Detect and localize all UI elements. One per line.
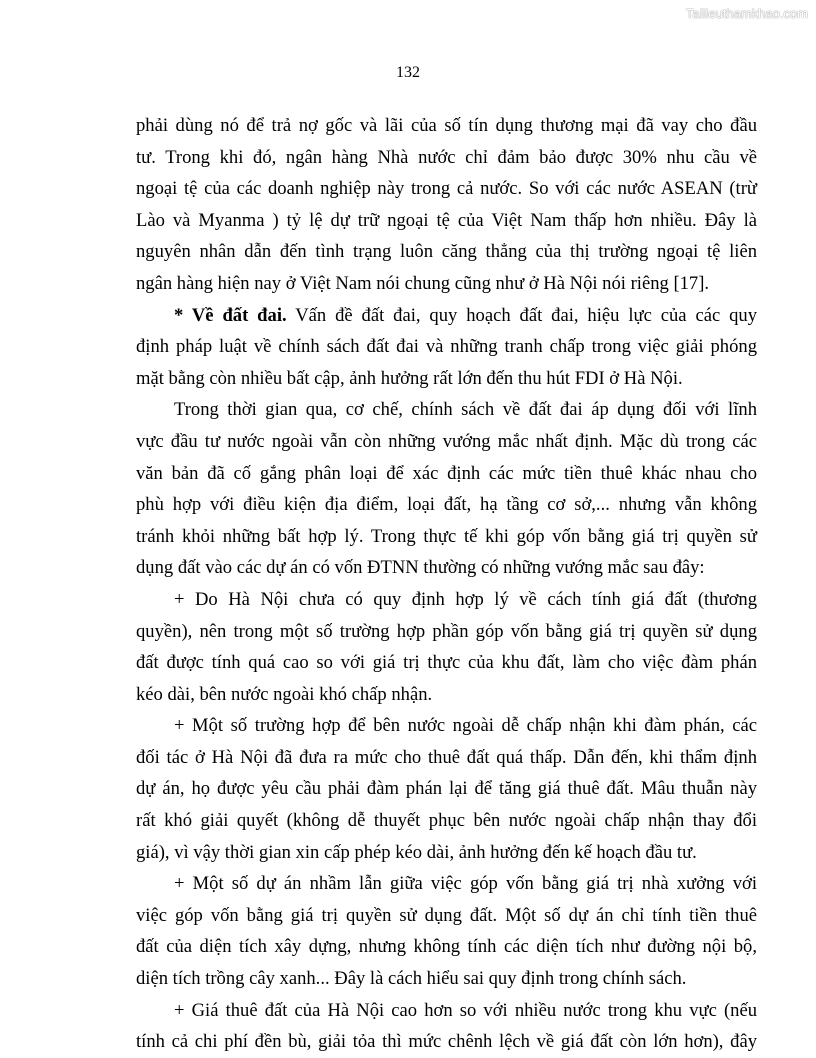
watermark: Tailieuthamkhao.com — [685, 6, 808, 21]
text-line: tư. Trong khi đó, ngân hàng Nhà nước chỉ đảm bảo được 30% nhu cầu về — [136, 146, 757, 168]
text-line: rất khó giải quyết (không dễ thuyết phục bên nước ngoài chấp nhận thay đổi — [136, 810, 757, 832]
text-line: văn bản đã cố gắng phân loại để xác định các mức tiền thuê khác nhau cho — [136, 462, 757, 484]
paragraph-land-policy — [136, 394, 757, 584]
text-line: định pháp luật về chính sách đất đai và những tranh chấp trong việc giải phóng — [136, 336, 757, 358]
text-line: phù hợp với điều kiện địa điểm, loại đất, hạ tầng cơ sở,... nhưng vẫn không — [136, 494, 757, 516]
text-line: diện tích trồng cây xanh... Đây là cách hiểu sai quy định trong chính sách. — [136, 968, 687, 990]
text-line: dụng đất vào các dự án có vốn ĐTNN thường có những vướng mắc sau đây: — [136, 557, 705, 579]
bullet-low-rent — [136, 710, 757, 868]
text-line: + Một số trường hợp để bên nước ngoài dễ chấp nhận khi đàm phán, các — [174, 715, 757, 737]
text-line: việc góp vốn bằng giá trị quyền sử dụng đất. Một số dự án chỉ tính tiền thuê — [136, 904, 757, 926]
page-number: 132 — [396, 64, 420, 81]
bullet-land-valuation — [136, 584, 757, 710]
document-body — [136, 110, 757, 1058]
text-line: tính cả chi phí đền bù, giải tỏa thì mức chênh lệch về giá đất còn lớn hơn), đây — [136, 1031, 757, 1053]
text-line: + Một số dự án nhầm lẫn giữa việc góp vốn bằng giá trị nhà xưởng với — [174, 873, 757, 895]
text-line: giá), vì vậy thời gian xin cấp phép kéo dài, ảnh hưởng đến kế hoạch đầu tư. — [136, 841, 697, 863]
text-line — [136, 300, 757, 332]
text-line: + Giá thuê đất của Hà Nội cao hơn so với nhiều nước trong khu vực (nếu — [174, 999, 757, 1021]
section-heading-land: * Về đất đai. — [174, 304, 287, 326]
text-line: mặt bằng còn nhiều bất cập, ảnh hưởng rất lớn đến thu hút FDI ở Hà Nội. — [136, 367, 683, 389]
bullet-confusion — [136, 868, 757, 994]
text-line: dự án, họ được yêu cầu phải đàm phán lại để tăng giá thuê đất. Mâu thuẫn này — [136, 778, 757, 800]
text-line: vực đầu tư nước ngoài vẫn còn những vướng mắc nhất định. Mặc dù trong các — [136, 430, 757, 452]
text-line: ngân hàng hiện nay ở Việt Nam nói chung cũng như ở Hà Nội nói riêng [17]. — [136, 272, 710, 294]
text-line: đối tác ở Hà Nội đã đưa ra mức cho thuê đất quá thấp. Dẫn đến, khi thẩm định — [136, 746, 757, 768]
text-line: phải dùng nó để trả nợ gốc và lãi của số tín dụng thương mại đã vay cho đầu — [136, 115, 757, 136]
text-line: Trong thời gian qua, cơ chế, chính sách về đất đai áp dụng đối với lĩnh — [174, 399, 757, 421]
text-line: Lào và Myanma ) tỷ lệ dự trữ ngoại tệ của Việt Nam thấp hơn nhiều. Đây là — [136, 209, 757, 231]
paragraph-land-issues — [136, 300, 757, 395]
paragraph-forex-reserves — [136, 110, 757, 300]
text-line: + Do Hà Nội chưa có quy định hợp lý về cách tính giá đất (thương — [174, 588, 757, 610]
text-fragment: Vấn đề đất đai, quy hoạch đất đai, hiệu lực của các quy — [286, 304, 757, 326]
text-line: nguyên nhân dẫn đến tình trạng luôn căng thẳng của thị trường ngoại tệ liên — [136, 241, 757, 263]
text-line: đất được tính quá cao so với giá trị thực của khu đất, làm cho việc đàm phán — [136, 652, 757, 674]
bullet-high-rent — [136, 995, 757, 1058]
text-line: ngoại tệ của các doanh nghiệp này trong cả nước. So với các nước ASEAN (trừ — [136, 178, 757, 200]
text-line: quyền), nên trong một số trường hợp phần góp vốn bằng giá trị quyền sử dụng — [136, 620, 757, 642]
text-line: tránh khỏi những bất hợp lý. Trong thực tế khi góp vốn bằng giá trị quyền sử — [136, 525, 757, 547]
text-line: đất của diện tích xây dựng, nhưng không tính các diện tích như đường nội bộ, — [136, 936, 757, 958]
text-line: kéo dài, bên nước ngoài khó chấp nhận. — [136, 683, 433, 705]
